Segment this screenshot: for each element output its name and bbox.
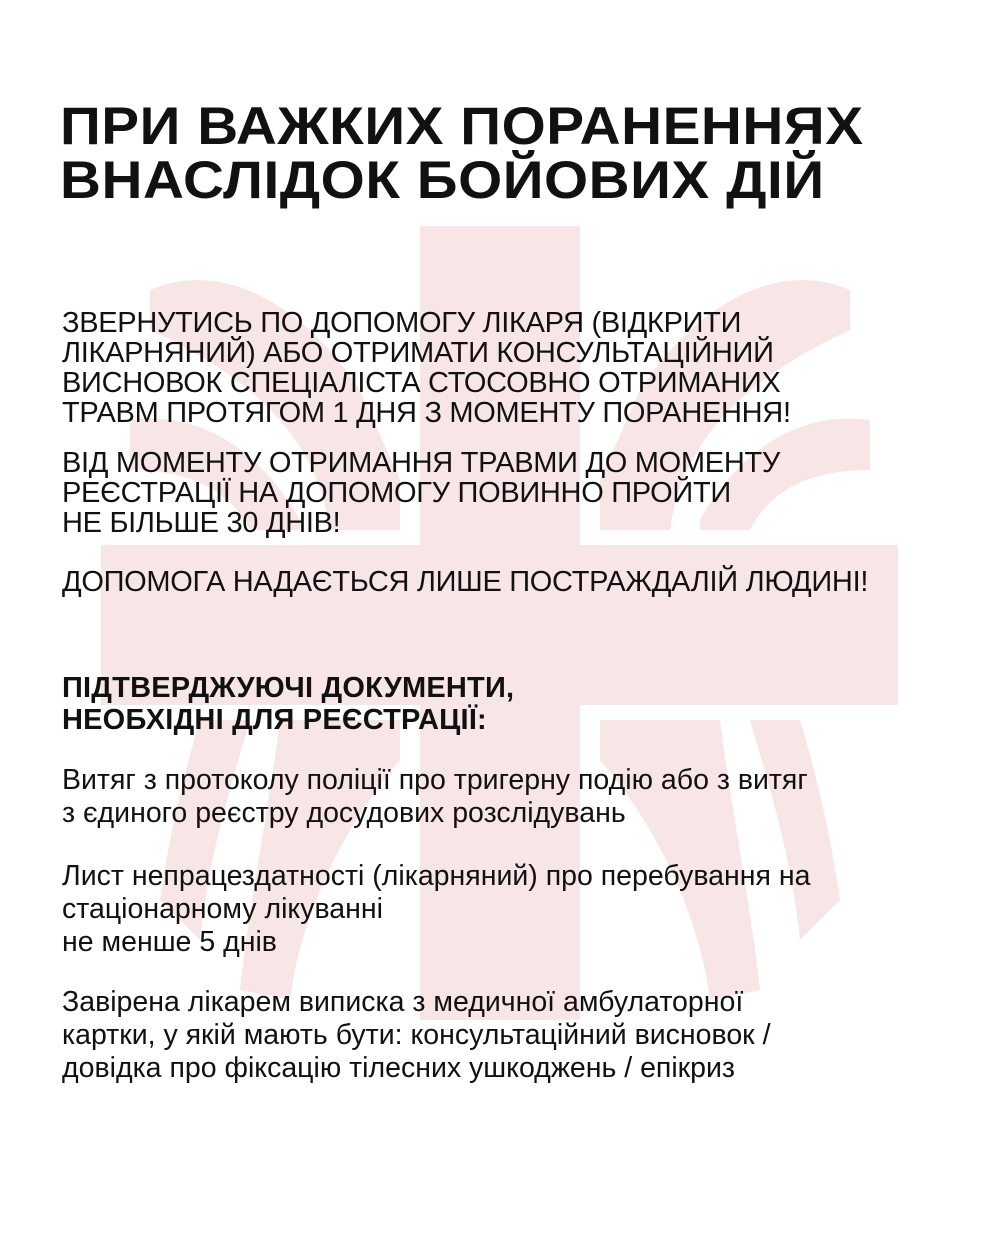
document-line: стаціонарному лікуванні (62, 893, 383, 925)
notice-line: ЗВЕРНУТИСЬ ПО ДОПОМОГУ ЛІКАРЯ (ВІДКРИТИ (62, 307, 742, 339)
title-line: ПРИ ВАЖКИХ ПОРАНЕННЯХ (60, 97, 864, 156)
notice-line: ВІД МОМЕНТУ ОТРИМАННЯ ТРАВМИ ДО МОМЕНТУ (62, 447, 781, 479)
notice-victim-only (62, 567, 868, 597)
document-line: з єдиного реєстру досудових розслідувань (62, 797, 626, 829)
document-item-police-extract (62, 764, 808, 830)
document-line: Лист непрацездатності (лікарняний) про перебування на (62, 860, 811, 892)
document-line: картки, у якій мають бути: консультаційний висновок / (62, 1019, 771, 1051)
heading-line: НЕОБХІДНІ ДЛЯ РЕЄСТРАЦІЇ: (62, 704, 487, 736)
document-line: Витяг з протоколу поліції про тригерну подію або з витяг (62, 764, 808, 796)
title-line: ВНАСЛІДОК БОЙОВИХ ДІЙ (60, 151, 825, 210)
notice-deadline-doctor (62, 308, 791, 428)
notice-line: НЕ БІЛЬШЕ 30 ДНІВ! (62, 507, 341, 539)
notice-line: ВИСНОВОК СПЕЦІАЛІСТА СТОСОВНО ОТРИМАНИХ (62, 367, 781, 399)
notice-line: ЛІКАРНЯНИЙ) АБО ОТРИМАТИ КОНСУЛЬТАЦІЙНИЙ (62, 337, 774, 369)
document-line: довідка про фіксацію тілесних ушкоджень / епікриз (62, 1052, 735, 1084)
page-title (60, 97, 864, 210)
notice-line: ДОПОМОГА НАДАЄТЬСЯ ЛИШЕ ПОСТРАЖДАЛІЙ ЛЮДИНІ! (62, 566, 869, 598)
notice-line: ТРАВМ ПРОТЯГОМ 1 ДНЯ З МОМЕНТУ ПОРАНЕННЯ! (62, 397, 791, 429)
notice-line: РЕЄСТРАЦІЇ НА ДОПОМОГУ ПОВИННО ПРОЙТИ (62, 477, 731, 509)
documents-heading (62, 672, 514, 736)
document-item-medical-extract (62, 986, 771, 1085)
heading-line: ПІДТВЕРДЖУЮЧІ ДОКУМЕНТИ, (62, 672, 515, 704)
document-item-sick-leave (62, 860, 810, 959)
notice-deadline-registration (62, 448, 780, 538)
document-line: Завірена лікарем виписка з медичної амбулаторної (62, 986, 744, 1018)
document-line: не менше 5 днів (62, 926, 277, 958)
